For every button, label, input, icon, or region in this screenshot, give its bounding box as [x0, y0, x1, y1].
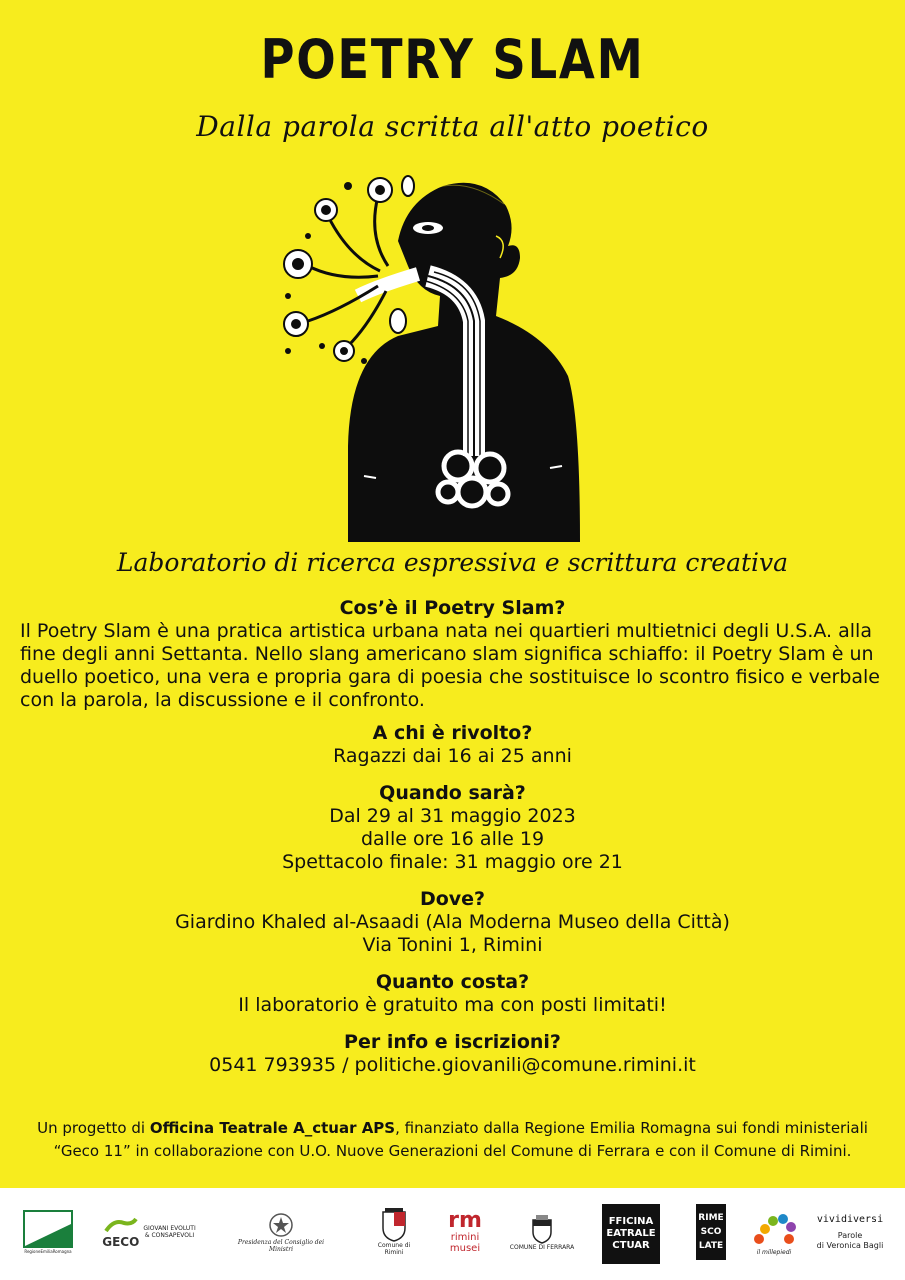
workshop-tagline: Laboratorio di ricerca espressiva e scrittura creativa: [116, 548, 789, 577]
credits-line2: “Geco 11” in collaborazione con U.O. Nuove Generazioni del Comune di Ferrara e con il Comune di Rimini.: [53, 1142, 852, 1160]
logo-comune-rimini: [374, 1204, 414, 1260]
logo-regione: [22, 1204, 74, 1260]
logo-label: RegioneEmiliaRomagna: [24, 1248, 72, 1254]
emblem-icon: [268, 1211, 294, 1239]
section-text: Via Tonini 1, Rimini: [362, 934, 543, 956]
officina-line1: FFICINA: [608, 1216, 654, 1227]
section-cost: [20, 971, 885, 1017]
page-subtitle: Dalla parola scritta all'atto poetico: [196, 110, 709, 143]
section-when: [20, 782, 885, 874]
logo-label: Comune di Rimini: [377, 1242, 411, 1256]
logo-officina: [602, 1204, 660, 1264]
event-details: [20, 597, 885, 1091]
millepiedi-icon: [751, 1209, 797, 1249]
section-where: [20, 888, 885, 957]
rimini-musei-line2: musei: [449, 1243, 481, 1254]
geco-line1: GIOVANI EVOLUTI: [143, 1225, 196, 1232]
logo-presidenza: [226, 1204, 336, 1260]
logo-geco: [94, 1204, 204, 1260]
section-text: Spettacolo finale: 31 maggio ore 21: [282, 851, 623, 873]
credits-rest: , finanziato dalla Regione Emilia Romagna sui fondi ministeriali: [395, 1119, 868, 1137]
logo-vividiversi: [810, 1204, 890, 1260]
poet-illustration: [268, 146, 598, 542]
section-who: [20, 722, 885, 768]
officina-line3: CTUAR: [612, 1240, 650, 1251]
logo-millepiedi: [748, 1204, 800, 1260]
logo-rimescolate: [696, 1204, 726, 1260]
parole-line1: Parole: [837, 1230, 863, 1240]
logo-label: COMUNE DI FERRARA: [509, 1243, 575, 1251]
parole-line2: di Veronica Bagli: [816, 1240, 884, 1250]
rimescolate-line2: SCO: [700, 1227, 722, 1237]
rimini-musei-mark: rm: [448, 1208, 482, 1233]
section-heading: Per info e iscrizioni?: [344, 1031, 561, 1053]
section-text: Ragazzi dai 16 ai 25 anni: [333, 745, 572, 767]
section-text: Giardino Khaled al-Asaadi (Ala Moderna Museo della Città): [175, 911, 730, 933]
rimini-musei-line1: rimini: [450, 1232, 480, 1243]
section-heading: A chi è rivolto?: [372, 722, 533, 744]
contact-info[interactable]: 0541 793935 / politiche.giovanili@comune.rimini.it: [209, 1054, 696, 1076]
credits-prefix: Un progetto di: [37, 1119, 150, 1137]
shield-icon: [381, 1208, 407, 1242]
section-text: Il laboratorio è gratuito ma con posti limitati!: [238, 994, 667, 1016]
rimescolate-line1: RIME: [698, 1213, 724, 1223]
logo-ferrara: [504, 1204, 580, 1260]
section-text: Il Poetry Slam è una pratica artistica urbana nata nei quartieri multietnici degli U.S.A. alla fine degli anni Settanta. Nello slang americano slam significa schiaffo: il Poetry Slam è un duello poetico, una vera e propria gara di poesia che sostituisce lo scontro fisico e verbale con la parola, la discussione e il confronto.: [20, 620, 880, 711]
section-heading: Cos’è il Poetry Slam?: [339, 597, 566, 619]
section-heading: Quando sarà?: [379, 782, 526, 804]
section-heading: Dove?: [419, 888, 486, 910]
gecko-icon: [104, 1215, 138, 1235]
logo-label: Presidenza del Consiglio dei Ministri: [237, 1239, 325, 1253]
logo-label: il millepiedi: [756, 1248, 792, 1256]
officina-line2: EATRALE: [606, 1228, 656, 1239]
geco-line2: & CONSAPEVOLI: [144, 1232, 195, 1239]
credits-org: Officina Teatrale A_ctuar APS: [149, 1119, 396, 1137]
section-what: [20, 597, 885, 712]
rimescolate-line3: LATE: [698, 1241, 724, 1251]
section-text: dalle ore 16 alle 19: [360, 828, 545, 850]
vividiversi-mark: vividiversi: [816, 1213, 884, 1225]
geco-mark: GECO: [102, 1235, 140, 1249]
regione-logo-icon: [23, 1210, 73, 1248]
section-text: Dal 29 al 31 maggio 2023: [329, 805, 576, 827]
crest-icon: [531, 1214, 553, 1244]
project-credits: [20, 1117, 885, 1163]
section-heading: Quanto costa?: [375, 971, 530, 993]
logo-rimini-musei: [440, 1204, 490, 1260]
section-info: [20, 1031, 885, 1077]
sponsor-logos: [0, 1188, 905, 1280]
page-title: POETRY SLAM: [260, 28, 645, 91]
